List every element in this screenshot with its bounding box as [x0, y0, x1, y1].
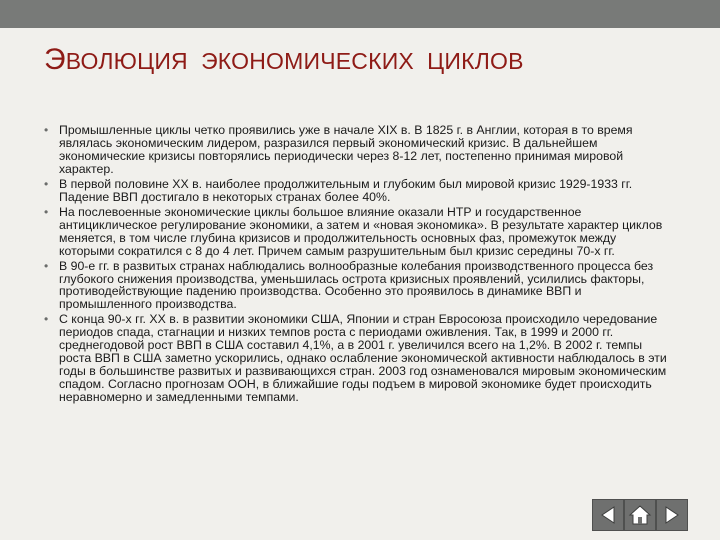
bullet-text: В 90-е гг. в развитых странах наблюдались волнообразные колебания производственного процесса без глубокого снижения производства, уменьшилась острота кризисных проявлений, усилились факторы, противодействующие падению производства. Особенно это проявилось в динамике ВВП и промышленного производства. — [59, 258, 654, 312]
bullet-text: В первой половине XX в. наиболее продолжительным и глубоким был мировой кризис 1929-1933 гг. Падение ВВП достигало в некоторых странах более 40%. — [59, 176, 633, 204]
prev-slide-button[interactable] — [592, 499, 624, 531]
bullet-item — [44, 313, 674, 403]
next-slide-button[interactable] — [656, 499, 688, 531]
slide-navigation — [592, 499, 688, 531]
title-rest: ВОЛЮЦИЯ ЭКОНОМИЧЕСКИХ ЦИКЛОВ — [65, 48, 524, 74]
triangle-left-icon — [597, 504, 619, 526]
bullet-item — [44, 260, 674, 312]
bullet-marker: • — [44, 176, 49, 191]
bullet-item — [44, 206, 674, 258]
bullet-text: На послевоенные экономические циклы большое влияние оказали НТР и государственное антициклическое регулирование экономики, а затем и «новая экономика». В результате характер циклов меняется, в том числе глубина кризисов и продолжительность основных фаз, промежуток между которыми сократился с 8 до 4 лет. Причем самым разрушительным был кризис середины 70-х гг. — [59, 204, 663, 258]
bullet-item — [44, 124, 674, 176]
home-icon — [628, 504, 652, 526]
home-button[interactable] — [624, 499, 656, 531]
bullet-marker: • — [44, 123, 49, 137]
bullet-marker: • — [44, 312, 49, 327]
bullet-marker: • — [44, 258, 49, 273]
triangle-right-icon — [661, 504, 683, 526]
top-band — [0, 0, 720, 28]
title-first-letter: Э — [44, 43, 66, 76]
bullet-marker: • — [44, 204, 49, 219]
bullet-item — [44, 178, 674, 204]
bullet-text: С конца 90-х гг. XX в. в развитии экономики США, Японии и стран Евросоюза происходило чередование периодов спада, стагнации и низких темпов роста с периодами оживления. Так, в 1999 и 2000 гг. среднегодовой рост ВВП в США составил 4,1%, а в 2001 г. увеличился всего на 1,2%. В 2002 г. темпы роста ВВП в США заметно ускорились, однако ослабление экономической активности наблюдалось в эти годы в большинстве развитых и развивающихся стран. 2003 год ознаменовался мировым экономическим спадом. Согласно прогнозам ООН, в ближайшие годы подъем в мировой экономике будет происходить неравномерно и замедленными темпами. — [59, 312, 667, 404]
bullet-text: Промышленные циклы четко проявились уже в начале XIX в. В 1825 г. в Англии, которая в то время являлась экономическим лидером, разразился первый экономический кризис. В дальнейшем экономические кризисы повторялись периодически через 8-12 лет, постепенно принимая мировой характер. — [59, 123, 633, 176]
bullet-list — [44, 124, 674, 406]
slide-title — [44, 40, 684, 81]
